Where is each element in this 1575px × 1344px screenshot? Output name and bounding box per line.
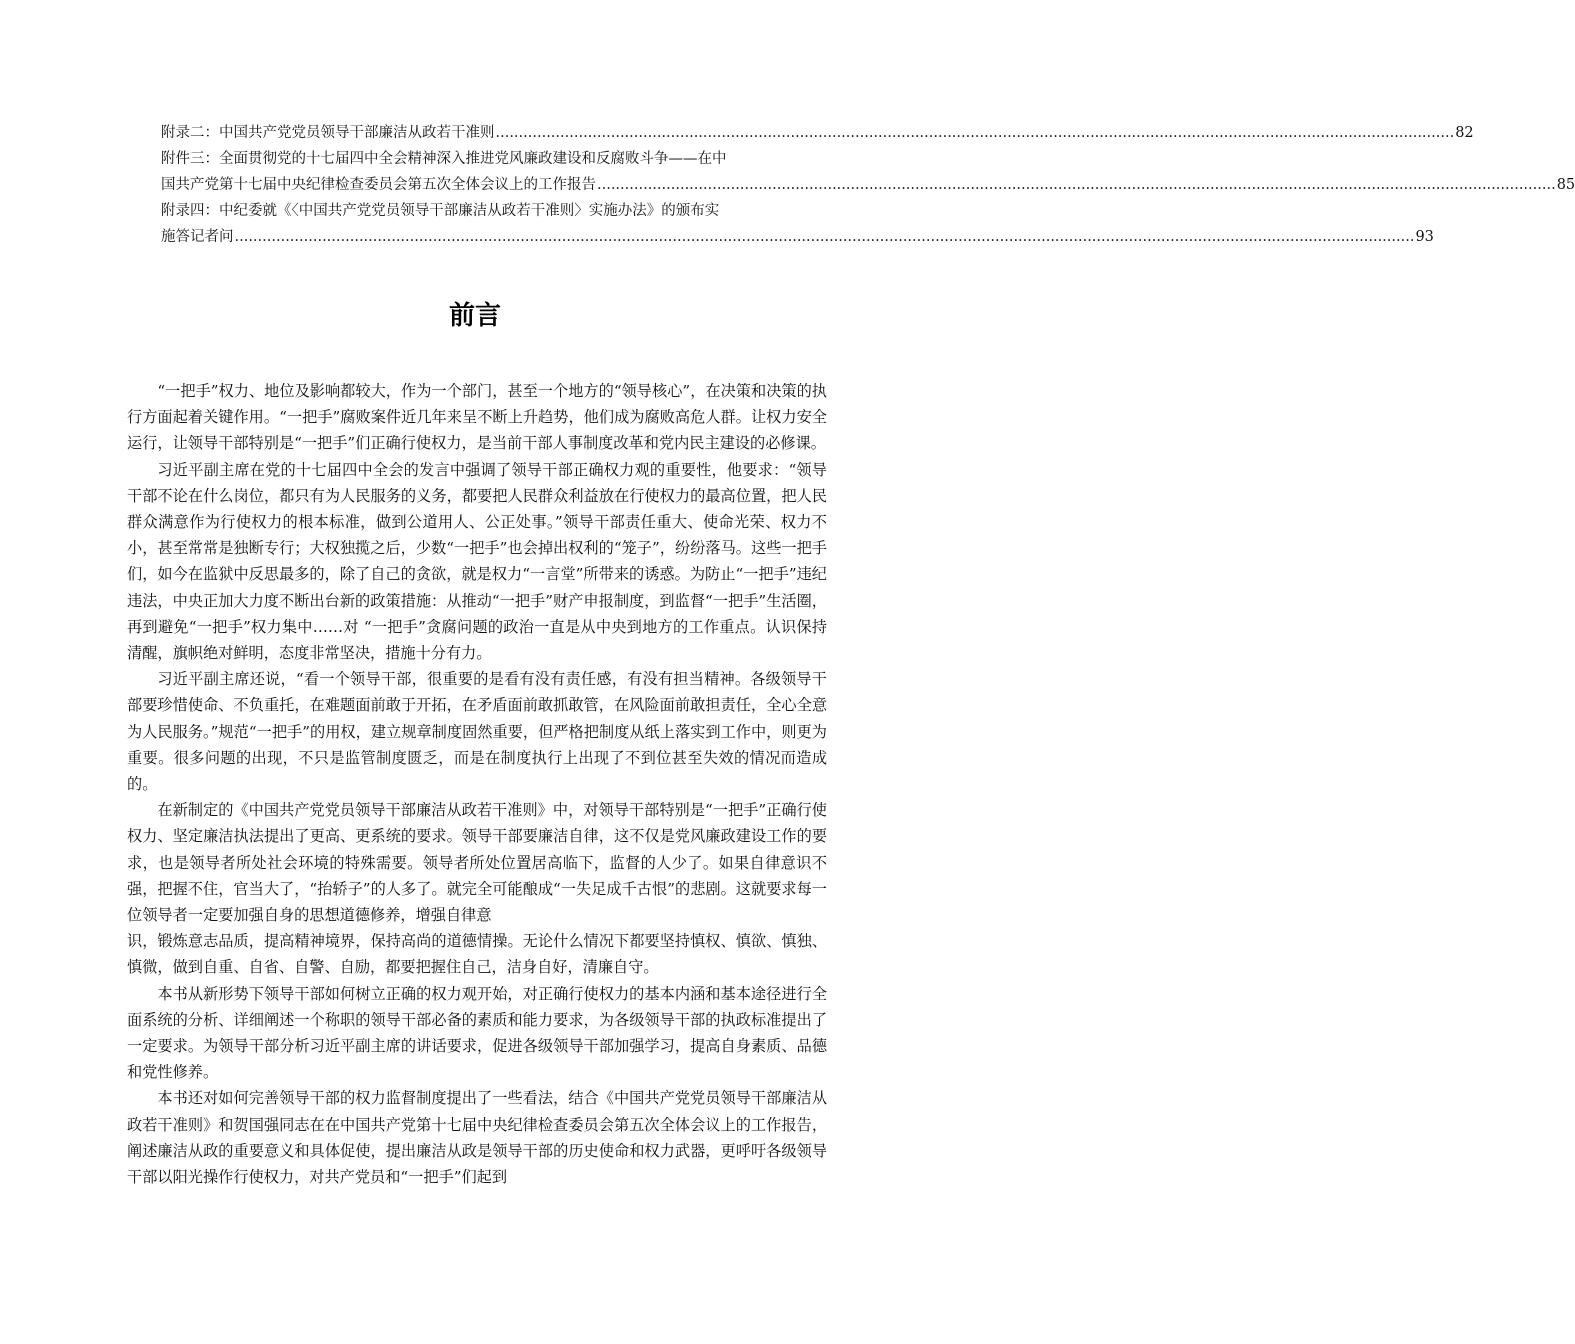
toc-entry-appendix-3[interactable]: [161, 146, 1575, 198]
toc-entry-appendix-2[interactable]: [161, 120, 1474, 146]
toc-entry-title-cont: 施答记者问: [161, 229, 234, 245]
toc-entry-title: 附录四：中纪委就《〈中国共产党党员领导干部廉洁从政若干准则〉实施办法》的颁布实: [161, 203, 720, 219]
paragraph: “一把手”权力、地位及影响都较大，作为一个部门，甚至一个地方的“领导核心”，在决策和决策的执行方面起着关键作用。“一把手”腐败案件近几年来呈不断上升趋势，他们成为腐败高危人群。让权力安全运行，让领导干部特别是“一把手”们正确行使权力，是当前干部人事制度改革和党内民主建设的必修课。: [127, 382, 827, 453]
paragraph: 习近平副主席在党的十七届四中全会的发言中强调了领导干部正确权力观的重要性，他要求：“领导干部不论在什么岗位，都只有为人民服务的义务，都要把人民群众利益放在行使权力的最高位置，把人民群众满意作为行使权力的根本标准，做到公道用人、公正处事。”领导干部责任重大、使命光荣、权力不小，甚至常常是独断专行；大权独揽之后，少数“一把手”也会掉出权利的“笼子”，纷纷落马。这些一把手们，如今在监狱中反思最多的，除了自己的贪欲，就是权力“一言堂”所带来的诱惑。为防止“一把手”违纪违法，中央正加大力度不断出台新的政策措施：从推动“一把手”财产申报制度，到监督“一把手”生活圈，再到避免“一把手”权力集中……对 “一把手”贪腐问题的政治一直是从中央到地方的工作重点。认识保持清醒，旗帜绝对鲜明，态度非常坚决，措施十分有力。: [127, 460, 827, 663]
toc-leader-dots: ................................................................................................................................................................................................................: [597, 177, 1556, 193]
paragraph: 习近平副主席还说，“看一个领导干部，很重要的是看有没有责任感，有没有担当精神。各级领导干部要珍惜使命、不负重托，在难题面前敢于开拓，在矛盾面前敢抓敢管，在风险面前敢担责任，全心全意为人民服务。”规范“一把手”的用权，建立规章制度固然重要，但严格把制度从纸上落实到工作中，则更为重要。很多问题的出现，不只是监管制度匮乏，而是在制度执行上出现了不到位甚至失效的情况而造成的。: [127, 670, 827, 794]
toc-line: [161, 172, 1575, 198]
paragraph: 识，锻炼意志品质，提高精神境界，保持高尚的道德情操。无论什么情况下都要坚持慎权、慎欲、慎独、慎微，做到自重、自省、自警、自励，都要把握住自己，洁身自好，清廉自守。: [127, 932, 827, 977]
toc-entry-title: 附录二：中国共产党党员领导干部廉洁从政若干准则: [161, 125, 495, 141]
table-of-contents: [161, 120, 1575, 250]
toc-leader-dots: ................................................................................................................................................................................................................: [495, 125, 1455, 141]
toc-entry-appendix-4[interactable]: [161, 198, 1434, 250]
section-heading: 前言: [448, 301, 501, 331]
paragraph: 在新制定的《中国共产党党员领导干部廉洁从政若干准则》中，对领导干部特别是“一把手”正确行使权力、坚定廉洁执法提出了更高、更系统的要求。领导干部要廉洁自律，这不仅是党风廉政建设工作的要求，也是领导者所处社会环境的特殊需要。领导者所处位置居高临下，监督的人少了。如果自律意识不强，把握不住，官当大了，“抬轿子”的人多了。就完全可能酿成“一失足成千古恨”的悲剧。这就要求每一位领导者一定要加强自身的思想道德修养，增强自律意: [127, 801, 827, 925]
preface-body: [127, 378, 827, 1190]
toc-line: [161, 120, 1474, 146]
toc-page-number: 82: [1455, 125, 1474, 141]
toc-entry-title: 附件三：全面贯彻党的十七届四中全会精神深入推进党风廉政建设和反腐败斗争——在中: [161, 151, 727, 167]
toc-leader-dots: ................................................................................................................................................................................................................................................................: [234, 229, 1415, 245]
paragraph: 本书从新形势下领导干部如何树立正确的权力观开始，对正确行使权力的基本内涵和基本途径进行全面系统的分析、详细阐述一个称职的领导干部必备的素质和能力要求，为各级领导干部的执政标准提出了一定要求。为领导干部分析习近平副主席的讲话要求，促进各级领导干部加强学习，提高自身素质、品德和党性修养。: [127, 984, 827, 1082]
toc-entry-title-cont: 国共产党第十七届中央纪律检查委员会第五次全体会议上的工作报告: [161, 177, 596, 193]
paragraph: 本书还对如何完善领导干部的权力监督制度提出了一些看法，结合《中国共产党党员领导干部廉洁从政若干准则》和贺国强同志在在中国共产党第十七届中央纪律检查委员会第五次全体会议上的工作报告，阐述廉洁从政的重要意义和具体促使，提出廉洁从政是领导干部的历史使命和权力武器，更呼吁各级领导干部以阳光操作行使权力，对共产党员和“一把手”们起到: [127, 1089, 827, 1187]
toc-page-number: 85: [1556, 177, 1575, 193]
toc-line: [161, 224, 1434, 250]
toc-page-number: 93: [1415, 229, 1434, 245]
